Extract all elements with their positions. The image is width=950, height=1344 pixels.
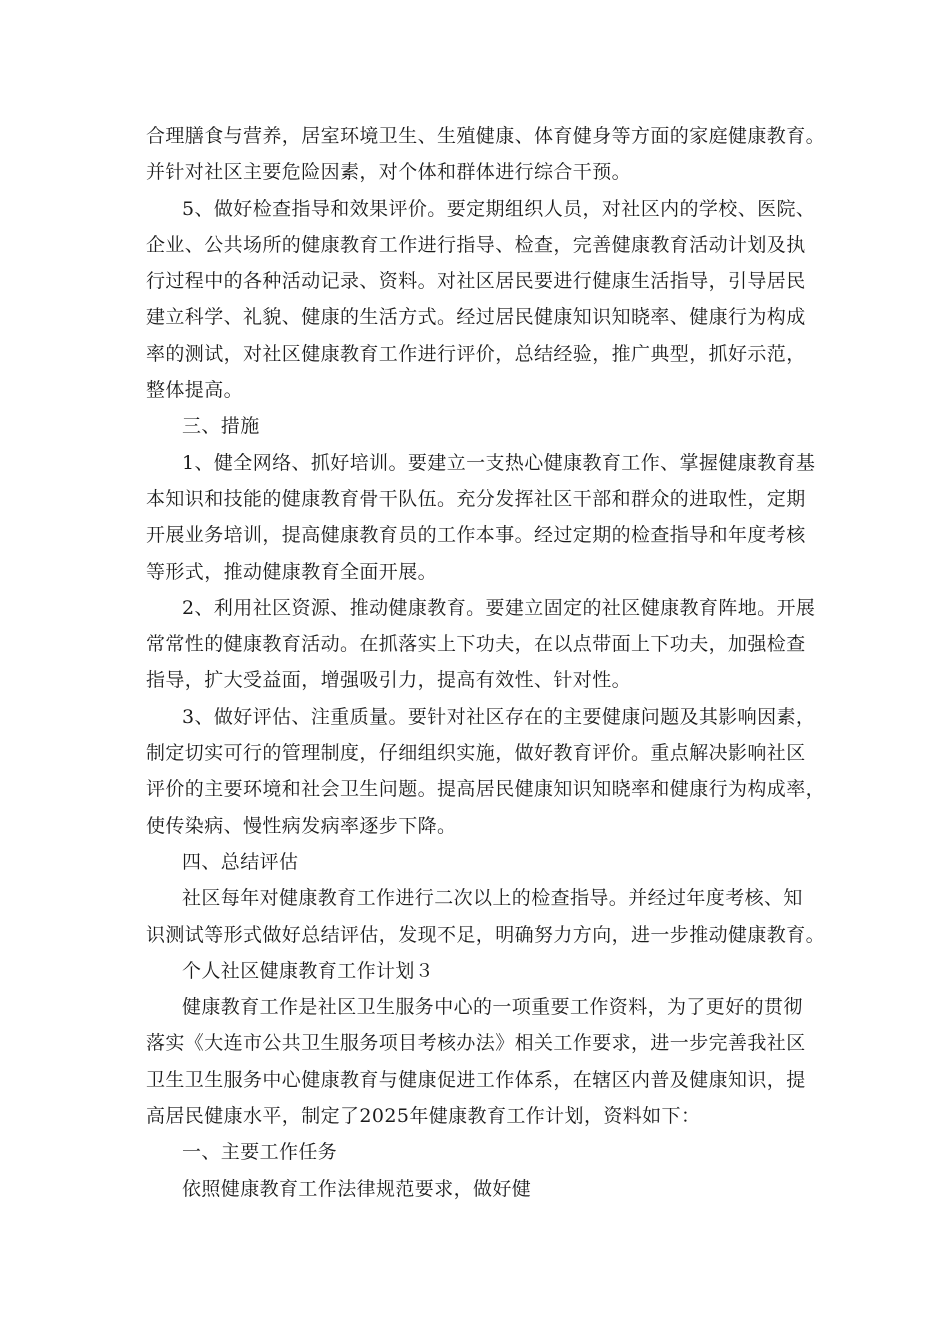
text-line: 企业、公共场所的健康教育工作进行指导、检查，完善健康教育活动计划及执 bbox=[146, 233, 806, 256]
document-page bbox=[146, 118, 826, 1207]
text-line: 识测试等形式做好总结评估，发现不足，明确努力方向，进一步推动健康教育。 bbox=[146, 923, 826, 946]
text-line: 开展业务培训，提高健康教育员的工作本事。经过定期的检查指导和年度考核 bbox=[146, 524, 806, 547]
text-line: 使传染病、慢性病发病率逐步下降。 bbox=[146, 814, 457, 837]
text-line: 常常性的健康教育活动。在抓落实上下功夫，在以点带面上下功夫，加强检查 bbox=[146, 633, 806, 656]
plan-title: 个人社区健康教育工作计划３ bbox=[182, 959, 435, 982]
text-line: 制定切实可行的管理制度，仔细组织实施，做好教育评价。重点解决影响社区 bbox=[146, 742, 806, 765]
paragraph: 依照健康教育工作法律规范要求，做好健 bbox=[182, 1177, 532, 1200]
text-line: 高居民健康水平，制定了2025年健康教育工作计划，资料如下： bbox=[146, 1105, 701, 1128]
paragraph-item-3: 3、做好评估、注重质量。要针对社区存在的主要健康问题及其影响因素， bbox=[182, 705, 816, 728]
text-line: 指导，扩大受益面，增强吸引力，提高有效性、针对性。 bbox=[146, 669, 632, 692]
section-heading: 三、措施 bbox=[182, 415, 260, 438]
section-heading: 四、总结评估 bbox=[182, 850, 299, 873]
text-line: 建立科学、礼貌、健康的生活方式。经过居民健康知识知晓率、健康行为构成 bbox=[146, 306, 806, 329]
text-line: 行过程中的各种活动记录、资料。对社区居民要进行健康生活指导，引导居民 bbox=[146, 270, 806, 293]
text-line: 卫生卫生服务中心健康教育与健康促进工作体系，在辖区内普及健康知识，提 bbox=[146, 1068, 806, 1091]
paragraph-item-1: 1、健全网络、抓好培训。要建立一支热心健康教育工作、掌握健康教育基 bbox=[182, 451, 816, 474]
text-line: 本知识和技能的健康教育骨干队伍。充分发挥社区干部和群众的进取性，定期 bbox=[146, 487, 806, 510]
text-line: 等形式，推动健康教育全面开展。 bbox=[146, 560, 438, 583]
text-line: 整体提高。 bbox=[146, 379, 244, 402]
text-line: 评价的主要环境和社会卫生问题。提高居民健康知识知晓率和健康行为构成率， bbox=[146, 778, 826, 801]
text-line: 合理膳食与营养，居室环境卫生、生殖健康、体育健身等方面的家庭健康教育。 bbox=[146, 125, 826, 147]
paragraph: 社区每年对健康教育工作进行二次以上的检查指导。并经过年度考核、知 bbox=[182, 887, 803, 910]
text-line: 率的测试，对社区健康教育工作进行评价，总结经验，推广典型，抓好示范， bbox=[146, 342, 806, 365]
text-line: 并针对社区主要危险因素，对个体和群体进行综合干预。 bbox=[146, 161, 632, 184]
paragraph-item-5: 5、做好检查指导和效果评价。要定期组织人员，对社区内的学校、医院、 bbox=[182, 197, 816, 220]
paragraph: 健康教育工作是社区卫生服务中心的一项重要工作资料，为了更好的贯彻 bbox=[182, 996, 803, 1019]
paragraph-item-2: 2、利用社区资源、推动健康教育。要建立固定的社区健康教育阵地。开展 bbox=[182, 596, 816, 619]
section-heading: 一、主要工作任务 bbox=[182, 1141, 338, 1164]
text-line: 落实《大连市公共卫生服务项目考核办法》相关工作要求，进一步完善我社区 bbox=[146, 1032, 806, 1055]
